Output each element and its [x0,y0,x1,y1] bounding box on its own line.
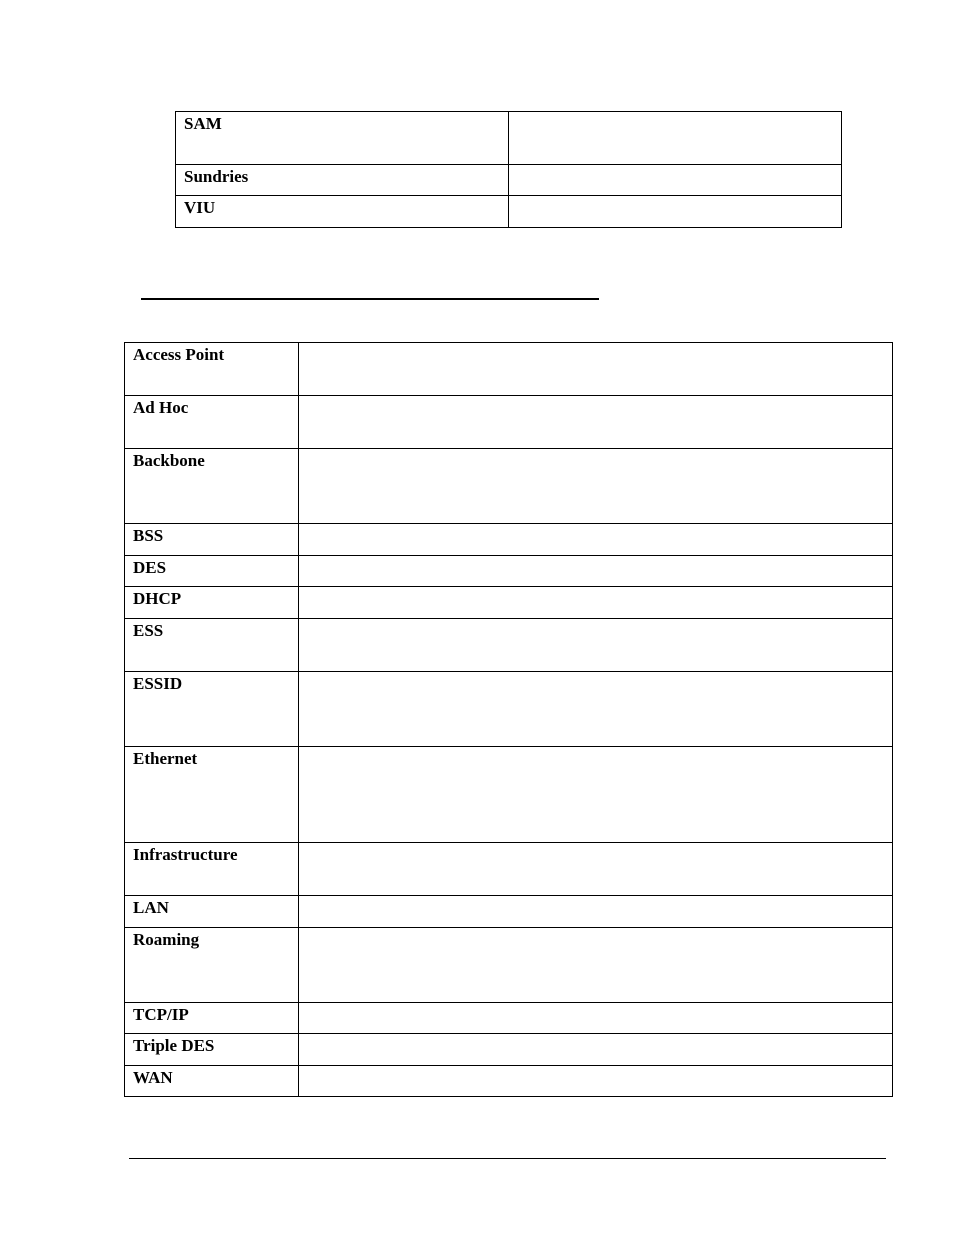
definition-cell [509,196,842,228]
table-row [125,747,893,843]
definition-cell [299,556,893,587]
definition-cell [299,843,893,896]
definition-cell [509,112,842,165]
table-row [125,672,893,747]
term-cell: DHCP [125,587,299,619]
table-row [125,524,893,556]
definition-cell [299,449,893,524]
term-cell: BSS [125,524,299,556]
table-row [125,928,893,1003]
definition-cell [299,747,893,843]
term-cell: Infrastructure [125,843,299,896]
term-cell: ESSID [125,672,299,747]
abbreviations-table-continued [175,111,842,228]
term-cell: WAN [125,1066,299,1097]
table-row [125,1003,893,1034]
term-cell: Access Point [125,343,299,396]
table-row [125,396,893,449]
definition-cell [299,896,893,928]
term-cell: TCP/IP [125,1003,299,1034]
definition-cell [299,587,893,619]
definition-cell [509,165,842,196]
table-row [176,112,842,165]
table-row [125,343,893,396]
definition-cell [299,396,893,449]
definition-cell [299,343,893,396]
glossary-table [124,342,893,1097]
table-row [125,449,893,524]
term-cell: LAN [125,896,299,928]
term-cell: Sundries [176,165,509,196]
table-row [125,1066,893,1097]
table-row [125,896,893,928]
definition-cell [299,672,893,747]
term-cell: VIU [176,196,509,228]
definition-cell [299,928,893,1003]
term-cell: Ad Hoc [125,396,299,449]
term-cell: ESS [125,619,299,672]
table-row [176,196,842,228]
table-row [125,843,893,896]
term-cell: DES [125,556,299,587]
footer-rule [129,1158,886,1159]
definition-cell [299,1066,893,1097]
definition-cell [299,1034,893,1066]
term-cell: Ethernet [125,747,299,843]
table-row [125,556,893,587]
definition-cell [299,524,893,556]
definition-cell [299,1003,893,1034]
term-cell: SAM [176,112,509,165]
table-row [125,1034,893,1066]
section-heading-underline [141,298,599,300]
definition-cell [299,619,893,672]
term-cell: Triple DES [125,1034,299,1066]
table-row [125,587,893,619]
table-row [176,165,842,196]
term-cell: Backbone [125,449,299,524]
table-row [125,619,893,672]
term-cell: Roaming [125,928,299,1003]
